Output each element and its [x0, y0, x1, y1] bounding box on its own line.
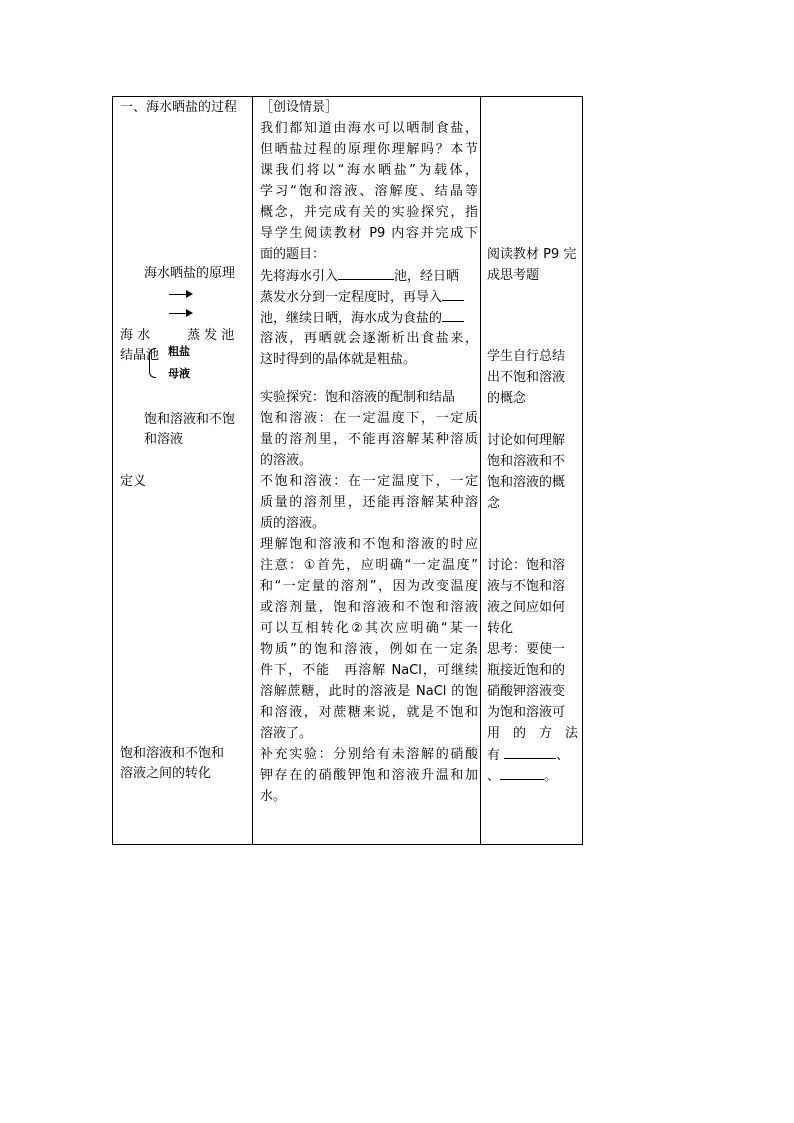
product-mother-liquor: 母液: [168, 367, 190, 380]
fill-blank[interactable]: [442, 308, 464, 322]
experiment-title: 实验探究：饱和溶液的配制和结晶: [260, 390, 456, 405]
fill-blank[interactable]: [500, 766, 544, 780]
column-divider-2: [480, 97, 481, 844]
read-textbook-line: 阅读教材 P9 完: [487, 247, 577, 262]
scenario-line: 导学生阅读教材 P9 内容并完成下: [260, 226, 478, 241]
supplementary-experiment-line: 水。: [260, 789, 287, 804]
answer-line-2: 、 。: [487, 766, 579, 787]
principle-label: 海水晒盐的原理: [144, 266, 236, 281]
column-divider-1: [252, 97, 253, 844]
unsaturated-definition-line: 质的溶液。: [260, 516, 326, 531]
note-line: 物质”的饱和溶液，例如在一定条: [260, 642, 478, 657]
discussion-conversion-line: 转化: [487, 621, 514, 636]
note-line: 理解饱和溶液和不饱和溶液的时应: [260, 537, 478, 552]
note-line: 溶解蔗糖，此时的溶液是 NaCl 的饱: [260, 684, 478, 699]
fill-blank[interactable]: [504, 745, 556, 759]
note-line: 溶液了。: [260, 726, 313, 741]
scenario-line: 学习“饱和溶液、溶解度、结晶等: [260, 184, 478, 199]
flow-crystallization-pond: 结晶池: [120, 348, 160, 363]
note-line: 和“一定量的溶剂”，因为改变温度: [260, 579, 478, 594]
question-line-4: 溶液，再晒就会逐渐析出食盐来，: [260, 331, 478, 346]
scenario-line: 面的题目：: [260, 247, 326, 262]
fill-blank[interactable]: [338, 266, 394, 280]
thinking-line: 为饱和溶液可: [487, 705, 566, 720]
arrow-right-icon: [169, 294, 191, 295]
discussion-line: 饱和溶液的概: [487, 475, 566, 490]
discussion-conversion-line: 讨论：饱和溶: [487, 558, 566, 573]
sat-unsat-heading-line1: 饱和溶液和不饱: [144, 412, 236, 427]
definition-label: 定义: [120, 474, 147, 489]
unsaturated-definition-line: 不饱和溶液：在一定温度下，一定: [260, 474, 478, 489]
question-line-5: 这时得到的晶体就是粗盐。: [260, 352, 417, 367]
fill-blank[interactable]: [442, 287, 464, 301]
question-line-3: 池，继续日晒，海水成为食盐的: [260, 308, 478, 329]
discussion-line: 讨论如何理解: [487, 433, 566, 448]
note-line: 或溶剂量，饱和溶液和不饱和溶液: [260, 600, 478, 615]
conversion-heading-line1: 饱和溶液和不饱和: [120, 746, 225, 761]
scenario-line: 我们都知道由海水可以晒制食盐，: [260, 121, 478, 136]
scenario-line: 概念，并完成有关的实验探究，指: [260, 205, 478, 220]
product-crude-salt: 粗盐: [168, 345, 190, 358]
scenario-line: 课我们将以“海水晒盐”为载体，: [260, 163, 478, 178]
thinking-line: 瓶接近饱和的: [487, 663, 566, 678]
brace-icon: [149, 348, 156, 378]
supplementary-experiment-line: 钾存在的硝酸钾饱和溶液升温和加: [260, 768, 478, 783]
lesson-table: [112, 96, 583, 845]
supplementary-experiment-line: 补充实验：分别给有未溶解的硝酸: [260, 747, 478, 762]
summary-line: 出不饱和溶液: [487, 370, 566, 385]
unsaturated-definition-line: 质量的溶剂里，还能再溶解某种溶: [260, 495, 478, 510]
section-title: 一、海水晒盐的过程: [120, 100, 238, 115]
sat-unsat-heading-line2: 和溶液: [144, 432, 184, 447]
saturated-definition-line: 量的溶剂里，不能再溶解某种溶质: [260, 432, 478, 447]
thinking-line: 硝酸钾溶液变: [487, 684, 566, 699]
note-line: 可以互相转化②其次应明确“某一: [260, 621, 478, 636]
discussion-line: 念: [487, 496, 501, 511]
summary-line: 的概念: [487, 391, 527, 406]
thinking-line: 思考：要使一: [487, 642, 566, 657]
flow-evaporation-pond: 蒸 发 池: [187, 328, 235, 343]
question-line-2: 蒸发水分到一定程度时，再导入: [260, 287, 478, 308]
saturated-definition-line: 饱和溶液：在一定温度下，一定质: [260, 411, 478, 426]
note-line: 和溶液，对蔗糖来说，就是不饱和: [260, 705, 478, 720]
question-line-1: 先将海水引入 池，经日晒: [260, 266, 478, 287]
discussion-conversion-line: 液之间应如何: [487, 600, 566, 615]
method-line: 用 的 方 法: [487, 726, 579, 741]
read-textbook-line: 成思考题: [487, 268, 540, 283]
scenario-line: 但晒盐过程的原理你理解吗？本节: [260, 142, 478, 157]
note-line: 注意：①首先，应明确“一定温度”: [260, 558, 478, 573]
conversion-heading-line2: 溶液之间的转化: [120, 766, 212, 781]
note-line: 件下，不能 再溶解 NaCl，可继续: [260, 663, 478, 678]
summary-line: 学生自行总结: [487, 349, 566, 364]
arrow-right-icon: [169, 313, 191, 314]
discussion-line: 饱和溶液和不: [487, 454, 566, 469]
flow-sea-water: 海 水: [120, 328, 151, 343]
scenario-title: ［创设情景］: [260, 100, 339, 115]
discussion-conversion-line: 液与不饱和溶: [487, 579, 566, 594]
saturated-definition-line: 的溶液。: [260, 453, 313, 468]
answer-line-1: 有 、: [487, 745, 579, 766]
